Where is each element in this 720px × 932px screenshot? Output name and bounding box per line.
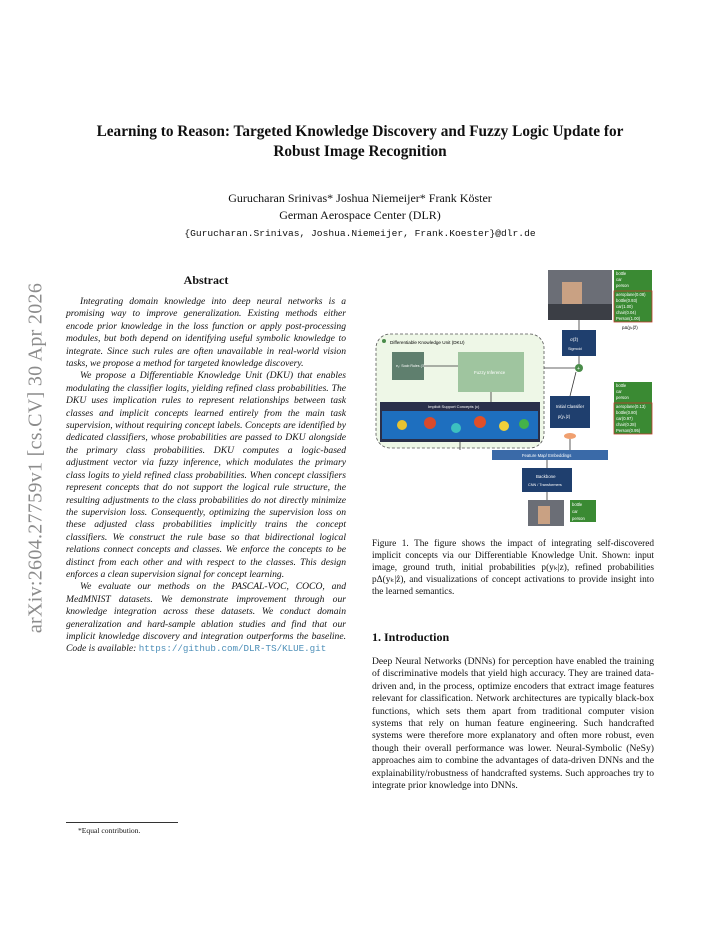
top-label-5: car(1.00) <box>616 304 633 309</box>
sigmoid-sublabel: Sigmoid <box>568 347 582 351</box>
heat-blob <box>397 420 407 430</box>
mid-label-7: Person(0.95) <box>616 428 641 433</box>
figure-1-diagram <box>372 268 654 530</box>
input-image-person <box>538 506 550 524</box>
input-label-list <box>570 500 596 522</box>
mid-label-list <box>614 382 652 434</box>
mid-label-4: bottle(0.80) <box>616 410 638 415</box>
embeddings-label: Feature Map/ Embeddings <box>522 453 572 458</box>
initial-classifier-box <box>550 396 590 428</box>
top-label-2: person <box>616 283 629 288</box>
rules-label: e₁: Socb Rules (ℛ) <box>396 364 426 368</box>
top-label-6: chair(0.04) <box>616 310 637 315</box>
input-label-1: car <box>572 509 578 514</box>
introduction-body: Deep Neural Networks (DNNs) for perception have enabled the training of discriminative models that yield high accuracy. They are trained data-driven and, in the process, optimize encoders that extract image features relevant for classification. Network architectures are typically black-box functions, which sets them apart from traditional computer vision systems that rely on human feature engineering. Such handcrafted systems were therefore more explanatory and often more robust, even though their overall performance was lower. Neural-Symbolic (NeSy) approaches aim to combine the advantages of data-driven DNNs and the explainability/robustness of handcrafted systems. Such approaches try to integrate prior knowledge into DNNs. <box>372 656 654 792</box>
output-image-seat <box>548 304 612 320</box>
merge-node <box>564 433 576 439</box>
heat-blob <box>519 419 529 429</box>
figure-1-caption: Figure 1. The figure shows the impact of integrating self-discovered implicit concepts via our Differentiable Knowledge Unit. Shown: input image, ground truth, initial probabilities p(yₖ|z), refined probabilities pΔ(yₖ|ẑ), and visualizations of concept activations to provide insight into the learned semantics. <box>372 539 654 597</box>
top-label-1: car <box>616 277 622 282</box>
title-line-1: Learning to Reason: Targeted Knowledge Discovery and Fuzzy Logic Update for <box>96 123 624 140</box>
author-list: Gurucharan Srinivas* Joshua Niemeijer* Frank Köster <box>228 191 492 205</box>
concept-heatmaps <box>382 411 538 439</box>
backbone-box <box>522 468 572 492</box>
top-label-7: Person(1.00) <box>616 316 641 321</box>
arxiv-identifier: arXiv:2604.27759v1 [cs.CV] 30 Apr 2026 <box>24 282 47 634</box>
mid-label-2: person <box>616 395 629 400</box>
top-label-3: aeroplane(0.08) <box>616 292 646 297</box>
heat-blob <box>451 423 461 433</box>
heat-blob <box>474 416 486 428</box>
input-label-0: bottle <box>572 502 583 507</box>
classifier-to-plus-arrow <box>570 372 576 396</box>
plus-symbol: + <box>577 366 580 372</box>
initial-classifier-label: Initial Classifier <box>556 404 585 409</box>
code-link[interactable]: https://github.com/DLR-TS/KLUE.git <box>138 643 327 655</box>
abstract-paragraph-3 <box>66 581 346 655</box>
mid-label-1: car <box>616 389 622 394</box>
footnote-rule <box>66 822 178 823</box>
introduction-heading: 1. Introduction <box>372 630 450 644</box>
top-label-4: bottle(0.93) <box>616 298 638 303</box>
concepts-label: Implicit Support Concepts (c) <box>428 404 480 409</box>
backbone-sublabel: CNN / Transformers <box>528 483 562 487</box>
input-label-2: person <box>572 516 585 521</box>
title-line-2: Robust Image Recognition <box>273 143 447 160</box>
abstract-paragraph-3-text: We evaluate our methods on the PASCAL-VOC, COCO, and MedMNIST datasets. We demonstrate improvement through our knowledge integration across these datasets. We conduct domain generalization and hard-sample ablation studies and find that our implicit knowledge discovery and integration outperforms the baseline. Code is available: <box>66 581 346 655</box>
heat-blob <box>424 417 436 429</box>
dku-title: Differentiable Knowledge Unit (DKU) <box>390 340 465 345</box>
abstract-paragraph-2: We propose a Differentiable Knowledge Unit (DKU) that enables modulating the classifier logits, yielding refined class probabilities. The DKU uses implication rules to represent relationships between task classes and implicit concepts learned entirely from the main task supervision, without requiring concept labels. Concepts are identified by dedicated classifiers, whose probabilities are passed to DKU alongside the primary class probabilities. DKU computes a logic-based adjustment vector via fuzzy inference, which modulates the primary class logits to yield refined class probabilities. When concept classifiers represent concepts that do not support the logical rule structure, the resulting adjustments to the class probabilities do not directly minimize the supervision loss. Consequently, optimizing the supervision loss on these adjusted class probabilities implicitly trains the concept classifiers. We construct the rule base so that bidirectional logical relations connect concepts and classes. We enforce the concepts to be distinct from each other and with respect to the classes. This design enforces a clean supervision signal for concept learning. <box>66 370 346 580</box>
sigmoid-label: σ(ẑ) <box>570 337 579 342</box>
email-addresses: {Gurucharan.Srinivas, Joshua.Niemeijer, Frank.Koester}@dlr.de <box>184 228 536 239</box>
initial-classifier-sub: p(yₖ|z) <box>558 414 571 419</box>
mid-label-3: aeroplane(0.13) <box>616 404 646 409</box>
dku-marker <box>382 339 386 343</box>
abstract-body <box>66 296 346 656</box>
abstract-paragraph-1: Integrating domain knowledge into deep neural networks is a promising way to improve generalization. Existing methods either encode prior knowledge in the loss function or apply post-processing modules, but both depend on identifying useful symbolic knowledge to integrate. Since such rules are often unavailable in real-world vision tasks, we propose a method for targeted knowledge discovery. <box>66 296 346 370</box>
top-label-0: bottle <box>616 271 627 276</box>
mid-label-5: car(0.97) <box>616 416 633 421</box>
pdelta-label: pΔ(yₖ|ẑ) <box>622 325 638 330</box>
sigmoid-box <box>562 330 596 356</box>
fuzzy-label: Fuzzy Inference <box>474 370 506 375</box>
affiliation: German Aerospace Center (DLR) <box>279 208 441 222</box>
footnote: *Equal contribution. <box>78 826 141 835</box>
top-label-list <box>614 270 652 322</box>
heat-blob <box>499 421 509 431</box>
backbone-label: Backbone <box>536 474 556 479</box>
paper-title <box>40 122 680 162</box>
mid-label-6: chair(0.28) <box>616 422 637 427</box>
abstract-heading: Abstract <box>183 273 229 287</box>
mid-label-0: bottle <box>616 383 627 388</box>
arxiv-sidebar <box>20 258 52 658</box>
